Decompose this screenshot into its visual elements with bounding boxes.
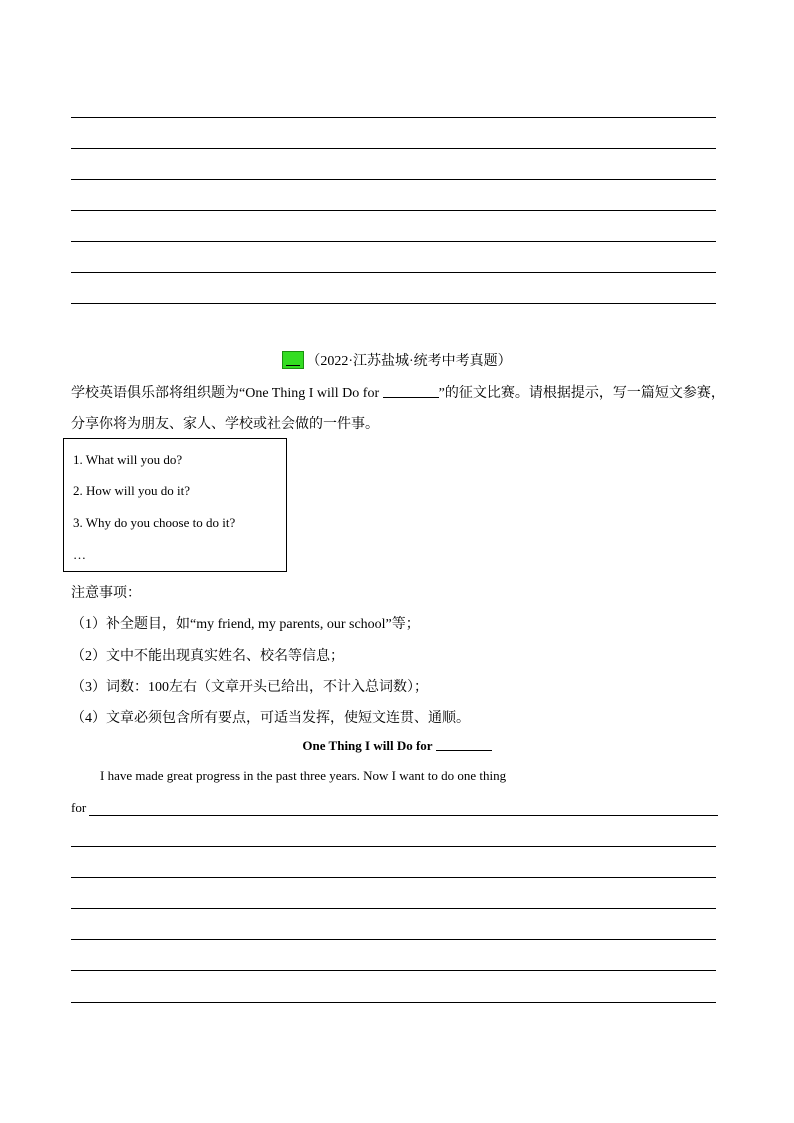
hint-item: … bbox=[73, 547, 86, 562]
title-blank bbox=[383, 385, 439, 398]
answer-line bbox=[71, 117, 716, 118]
answer-line[interactable] bbox=[71, 908, 716, 909]
badge-blank bbox=[286, 357, 300, 366]
note-item: （4）文章必须包含所有要点，可适当发挥，使短文连贯、通顺。 bbox=[71, 711, 470, 726]
essay-for-word: for bbox=[71, 800, 87, 815]
answer-line bbox=[71, 303, 716, 304]
answer-line[interactable] bbox=[71, 1002, 716, 1003]
prompt-line-2: 分享你将为朋友、家人、学校或社会做的一件事。 bbox=[71, 417, 379, 432]
answer-line bbox=[71, 179, 716, 180]
essay-title bbox=[0, 738, 794, 754]
prompt-text: ”的征文比赛。请根据提示，写一篇短文参赛， bbox=[438, 386, 725, 401]
answer-line[interactable] bbox=[71, 939, 716, 940]
note-item: （3）词数：100左右（文章开头已给出，不计入总词数）； bbox=[71, 680, 428, 695]
note-item: （1）补全题目，如“my friend, my parents, our school”等； bbox=[71, 617, 420, 632]
prompt-text: 学校英语俱乐部将组织题为“One Thing I will Do for bbox=[71, 386, 383, 401]
question-heading bbox=[0, 350, 794, 370]
answer-line[interactable] bbox=[71, 877, 716, 878]
prompt-line-1 bbox=[71, 382, 725, 402]
answer-line[interactable] bbox=[71, 846, 716, 847]
question-source: （2022·江苏盐城·统考中考真题） bbox=[306, 354, 512, 369]
answer-line bbox=[71, 210, 716, 211]
answer-line bbox=[71, 272, 716, 273]
answer-line-first[interactable] bbox=[89, 815, 718, 816]
essay-title-text: One Thing I will Do for bbox=[302, 738, 436, 753]
essay-opening: I have made great progress in the past three years. Now I want to do one thing bbox=[100, 768, 507, 783]
hint-item: 1. What will you do? bbox=[73, 452, 183, 467]
question-number-badge[interactable] bbox=[282, 351, 304, 369]
answer-line[interactable] bbox=[71, 970, 716, 971]
hint-item: 3. Why do you choose to do it? bbox=[73, 515, 236, 530]
answer-line bbox=[71, 241, 716, 242]
essay-title-blank[interactable] bbox=[436, 738, 492, 751]
answer-line bbox=[71, 148, 716, 149]
notes-title: 注意事项： bbox=[71, 586, 141, 601]
hint-box bbox=[63, 438, 287, 572]
hint-item: 2. How will you do it? bbox=[73, 483, 190, 498]
note-item: （2）文中不能出现真实姓名、校名等信息； bbox=[71, 649, 344, 664]
